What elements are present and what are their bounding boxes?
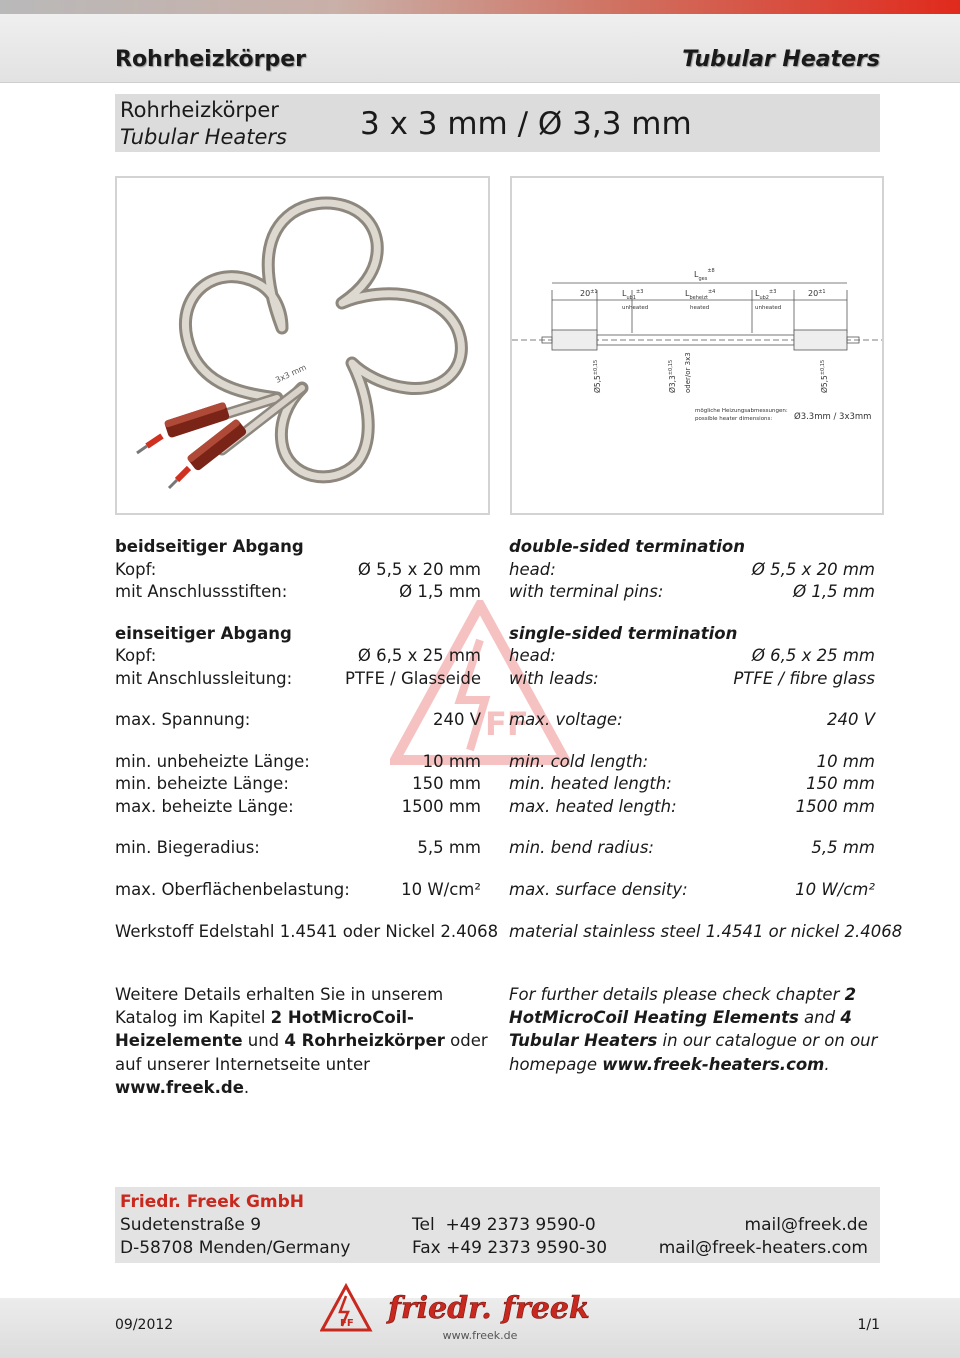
double-heading-de: beidseitiger Abgang bbox=[115, 537, 304, 556]
svg-text:unheated: unheated bbox=[622, 305, 649, 311]
svg-text:FF: FF bbox=[340, 1318, 354, 1329]
header-title-en: Tubular Heaters bbox=[682, 47, 880, 72]
svg-text:Ø3,3±0,15: $Ø3,3^{\pm 0,15}$ bbox=[668, 359, 677, 393]
svg-text:Lges±8: $L_{ges}^{\pm 8}$ bbox=[694, 268, 715, 282]
svg-text:Ø5,5±0,15: $Ø5,5^{\pm 0,15}$ bbox=[593, 359, 602, 393]
spec-row: min. heated length: 150 mm bbox=[509, 774, 875, 793]
top-accent-bar bbox=[0, 0, 960, 14]
spec-row: max. surface density: 10 W/cm² bbox=[509, 879, 875, 899]
spec-row: max. beheizte Länge: 1500 mm bbox=[115, 796, 481, 816]
dimension-drawing bbox=[512, 178, 882, 513]
specs-de bbox=[115, 536, 481, 901]
title-dimension: 3 x 3 mm / Ø 3,3 mm bbox=[360, 106, 692, 142]
spec-row: min. cold length: 10 mm bbox=[509, 751, 875, 771]
svg-text:oder/or 3x3: oder/or 3x3 bbox=[684, 352, 692, 393]
svg-text:FF: FF bbox=[485, 705, 529, 743]
spec-row: mit Anschlussleitung: PTFE / Glasseide bbox=[115, 668, 481, 688]
spec-row: Kopf: Ø 6,5 x 25 mm bbox=[115, 646, 481, 665]
company-email[interactable]: mail@freek.de bbox=[744, 1215, 868, 1235]
product-title-box bbox=[115, 94, 880, 152]
company-email-alt[interactable]: mail@freek-heaters.com bbox=[658, 1238, 868, 1258]
spec-row: head: Ø 6,5 x 25 mm bbox=[509, 646, 875, 665]
svg-text:Lub1±3: $L_{ub1}^{\pm 3}$ bbox=[622, 289, 644, 301]
specs-en bbox=[509, 536, 875, 901]
svg-text:possible heater dimensions:: possible heater dimensions: bbox=[695, 416, 773, 422]
single-heading-en: single-sided termination bbox=[509, 623, 738, 643]
brand-wordmark: friedr. freek bbox=[388, 1291, 590, 1326]
spec-row: Kopf: Ø 5,5 x 20 mm bbox=[115, 559, 481, 579]
spec-row: max. heated length: 1500 mm bbox=[509, 796, 875, 816]
svg-text:Lub2±3: $L_{ub2}^{\pm 3}$ bbox=[755, 289, 777, 301]
spec-row: min. unbeheizte Länge: 10 mm bbox=[115, 751, 481, 771]
footer-website[interactable]: www.freek.de bbox=[442, 1329, 518, 1342]
spec-row: max. Spannung: 240 V bbox=[115, 710, 481, 729]
photo-label: 3x3 mm bbox=[274, 362, 308, 385]
company-phone: Tel +49 2373 9590-0 bbox=[412, 1215, 596, 1235]
svg-text:20±1: $20^{\pm 1}$ bbox=[580, 289, 598, 298]
svg-text:Lbeheizt±4: $L_{beheizt}^{\pm 4}$ bbox=[685, 289, 716, 301]
company-fax: Fax +49 2373 9590-30 bbox=[412, 1238, 608, 1258]
double-heading-en: double-sided termination bbox=[509, 537, 746, 556]
svg-text:Ø5,5±0,15: $Ø5,5^{\pm 0,15}$ bbox=[820, 359, 829, 393]
svg-text:Ø3.3mm / 3x3mm: Ø3.3mm / 3x3mm bbox=[794, 412, 872, 422]
material-de: Werkstoff Edelstahl 1.4541 oder Nickel 2.4068 bbox=[115, 922, 499, 941]
spec-row: head: Ø 5,5 x 20 mm bbox=[509, 559, 875, 579]
details-de: Weitere Details erhalten Sie in unserem Katalog im Kapitel 2 HotMicroCoil-Heizelemente und 4 Rohrheizkörper oder auf unserer Internetseite unter www.freek.de. bbox=[115, 985, 488, 1097]
title-de: Rohrheizkörper bbox=[120, 98, 279, 122]
spec-row: min. bend radius: 5,5 mm bbox=[509, 838, 875, 857]
company-contact-box bbox=[115, 1187, 880, 1263]
svg-text:20±1: $20^{\pm 1}$ bbox=[808, 289, 826, 298]
spec-row: min. beheizte Länge: 150 mm bbox=[115, 774, 481, 793]
material-en: material stainless steel 1.4541 or nickel 2.4068 bbox=[509, 922, 903, 941]
spec-row: with leads: PTFE / fibre glass bbox=[509, 668, 875, 688]
tubular-heater-illustration bbox=[117, 178, 488, 513]
spec-row: with terminal pins: Ø 1,5 mm bbox=[509, 582, 875, 601]
title-en: Tubular Heaters bbox=[120, 125, 287, 149]
product-photo bbox=[115, 176, 490, 515]
details-en: For further details please check chapter 2 HotMicroCoil Heating Elements and 4 Tubular Heaters in our catalogue or on our homepage www.freek-heaters.com. bbox=[509, 985, 878, 1074]
company-street: Sudetenstraße 9 bbox=[120, 1215, 262, 1235]
document-date: 09/2012 bbox=[115, 1317, 174, 1333]
svg-text:mögliche Heizungsabmessungen:: mögliche Heizungsabmessungen: bbox=[695, 408, 788, 414]
spec-row: max. voltage: 240 V bbox=[509, 710, 875, 729]
spec-row: min. Biegeradius: 5,5 mm bbox=[115, 838, 481, 857]
page-header bbox=[0, 14, 960, 83]
spec-row: max. Oberflächenbelastung: 10 W/cm² bbox=[115, 879, 481, 899]
technical-drawing bbox=[510, 176, 884, 515]
company-name: Friedr. Freek GmbH bbox=[120, 1192, 305, 1212]
svg-text:heated: heated bbox=[690, 305, 710, 311]
company-city: D-58708 Menden/Germany bbox=[120, 1238, 351, 1258]
header-title-de: Rohrheizkörper bbox=[115, 47, 307, 72]
page-number: 1/1 bbox=[857, 1317, 880, 1333]
single-heading-de: einseitiger Abgang bbox=[115, 623, 292, 643]
spec-row: mit Anschlussstiften: Ø 1,5 mm bbox=[115, 582, 481, 601]
svg-text:unheated: unheated bbox=[755, 305, 782, 311]
